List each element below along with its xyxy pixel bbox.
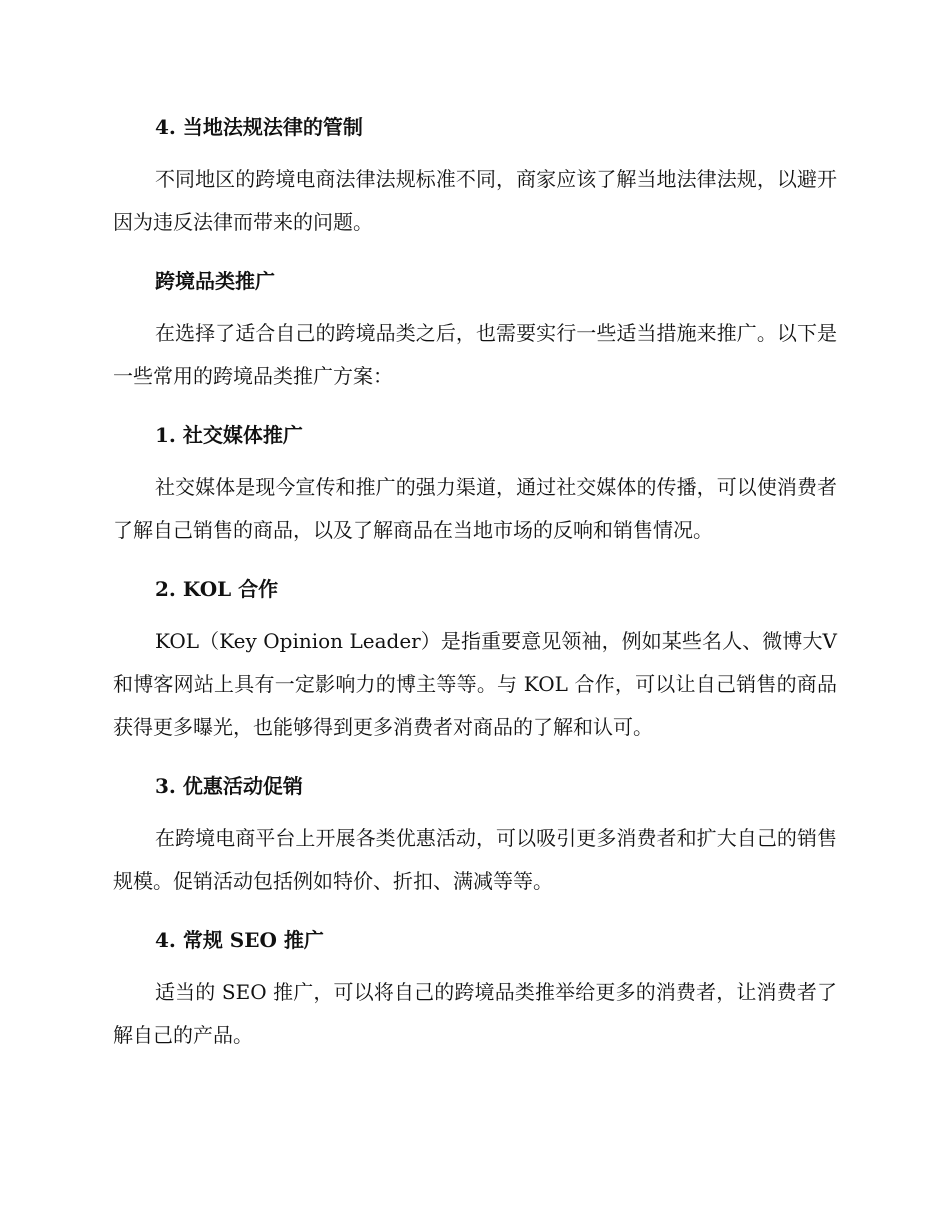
section-heading-promotions: 3. 优惠活动促销 [155,774,303,798]
section-heading-kol: 2. KOL 合作 [155,577,279,601]
section-heading-local-regulations: 4. 当地法规法律的管制 [155,115,363,139]
section-paragraph-local-regulations: 不同地区的跨境电商法律法规标准不同，商家应该了解当地法律法规，以避开因为违反法律而带来的问题。 [113,167,837,234]
section-heading-social-media: 1. 社交媒体推广 [155,423,303,447]
section-paragraph-seo: 适当的 SEO 推广，可以将自己的跨境品类推举给更多的消费者，让消费者了解自己的产品。 [113,980,837,1047]
section-paragraph-kol: KOL（Key Opinion Leader）是指重要意见领袖，例如某些名人、微博大V和博客网站上具有一定影响力的博主等等。与 KOL 合作，可以让自己销售的商品获得更多曝光，也能够得到更多消费者对商品的了解和认可。 [113,629,837,739]
section-paragraph-promotions: 在跨境电商平台上开展各类优惠活动，可以吸引更多消费者和扩大自己的销售规模。促销活动包括例如特价、折扣、满减等等。 [113,826,837,893]
section-heading-seo: 4. 常规 SEO 推广 [155,928,324,952]
section-paragraph-social-media: 社交媒体是现今宣传和推广的强力渠道，通过社交媒体的传播，可以使消费者了解自己销售的商品，以及了解商品在当地市场的反响和销售情况。 [113,475,837,542]
section-heading-category-promotion: 跨境品类推广 [155,269,275,293]
section-paragraph-category-promotion: 在选择了适合自己的跨境品类之后，也需要实行一些适当措施来推广。以下是一些常用的跨境品类推广方案： [113,321,837,388]
